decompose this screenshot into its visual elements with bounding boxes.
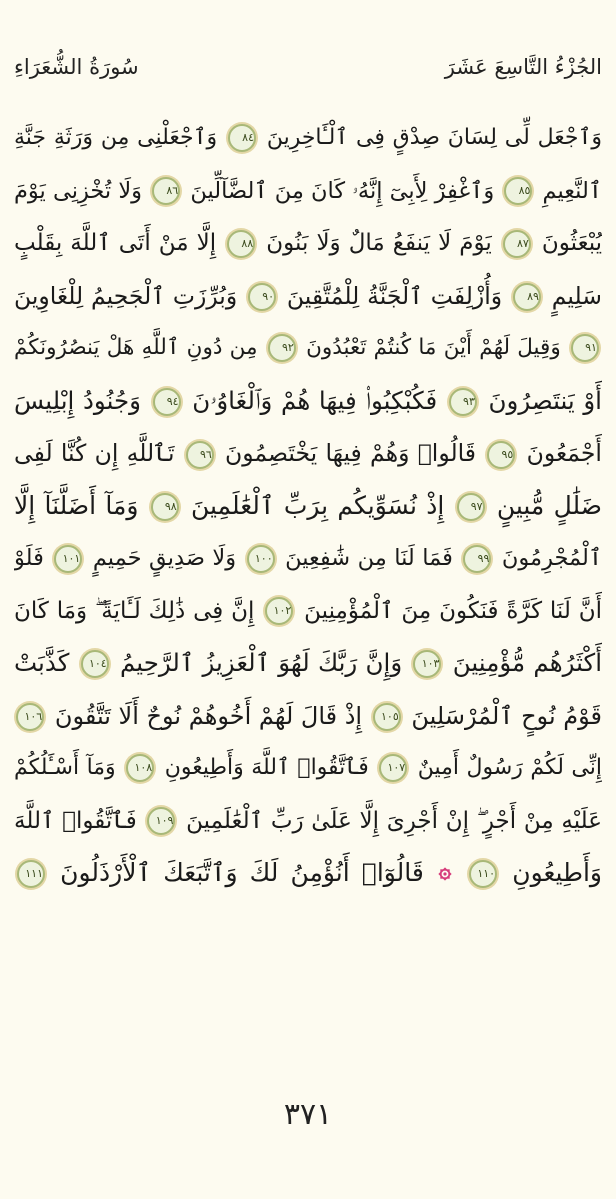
verse-text: أَكْثَرُهُم مُّؤْمِنِينَ: [452, 648, 602, 677]
verse-line: [14, 427, 602, 480]
verse-text: تَٱللَّهِ إِن كُنَّا لَفِى: [14, 439, 175, 467]
verse-text: إِنِّى لَكُمْ رَسُولٌ أَمِينٌ: [417, 755, 602, 780]
verse-line: [14, 585, 602, 638]
verse-line: [14, 742, 602, 795]
verse-number-marker: ١٠٦: [16, 703, 44, 731]
verse-number-marker: ١١١: [17, 860, 45, 888]
verse-number-marker: ١٠٥: [373, 703, 401, 731]
verse-number-marker: ١٠٠: [247, 545, 275, 573]
verse-text: وَٱغْفِرْ لِأَبِىٓ إِنَّهُۥ كَانَ مِنَ ٱلضَّآلِّينَ: [190, 177, 495, 204]
verse-text: فَٱتَّقُوا۟ ٱللَّهَ: [14, 807, 137, 834]
verse-text: إِذْ نُسَوِّيكُم بِرَبِّ ٱلْعَٰلَمِينَ: [190, 490, 445, 520]
page-number: ٣٧١: [283, 1097, 333, 1132]
verse-text: قَالُوا۟ وَهُمْ فِيهَا يَخْتَصِمُونَ: [225, 439, 477, 467]
verse-text: وَٱجْعَل لِّى لِسَانَ صِدْقٍ فِى ٱلْـَٔاخِرِينَ: [266, 125, 602, 150]
verse-number-marker: ١١٠: [469, 860, 497, 888]
verse-number-marker: ٨٦: [152, 177, 180, 205]
verse-text: ضَلَٰلٍ مُّبِينٍ: [496, 490, 602, 520]
verse-text: سَلِيمٍ: [551, 281, 602, 310]
verse-number-marker: ٩٣: [449, 388, 477, 416]
verse-number-marker: ٨٧: [503, 230, 531, 258]
verse-text: مِن دُونِ ٱللَّهِ هَلْ يَنصُرُونَكُمْ: [14, 335, 258, 360]
verse-text: وَلَا تُخْزِنِى يَوْمَ: [14, 177, 143, 204]
verse-text: عَلَيْهِ مِنْ أَجْرٍ ۖ إِنْ أَجْرِىَ إِلَّا عَلَىٰ رَبِّ ٱلْعَٰلَمِينَ: [186, 807, 602, 834]
verses-block: [14, 112, 602, 900]
verse-number-marker: ٩٢: [268, 334, 296, 362]
verse-line: [14, 690, 602, 743]
verse-line: [14, 480, 602, 533]
verse-text: ٱلْمُجْرِمُونَ: [501, 545, 602, 571]
verse-text: أَجْمَعُونَ: [526, 439, 602, 467]
verse-line: [14, 322, 602, 375]
verse-text: وَقِيلَ لَهُمْ أَيْنَ مَا كُنتُمْ تَعْبُدُونَ: [306, 335, 561, 360]
verse-number-marker: ١٠٧: [379, 754, 407, 782]
verse-number-marker: ٩٠: [248, 283, 276, 311]
verse-text: وَبُرِّزَتِ ٱلْجَحِيمُ لِلْغَاوِينَ: [14, 281, 238, 310]
verse-text: وَمَآ أَضَلَّنَآ إِلَّا: [14, 490, 139, 520]
verse-line: [14, 112, 602, 165]
verse-text: يَوْمَ لَا يَنفَعُ مَالٌ وَلَا بَنُونَ: [266, 230, 492, 256]
verse-text: إِلَّا مَنْ أَتَى ٱللَّهَ بِقَلْبٍ: [14, 230, 217, 256]
verse-number-marker: ١٠٨: [126, 754, 154, 782]
verse-line: [14, 217, 602, 270]
page-header: [14, 52, 602, 84]
verse-text: وَجُنُودُ إِبْلِيسَ: [14, 385, 141, 415]
verse-number-marker: ٩٧: [457, 493, 485, 521]
verse-number-marker: ٩٤: [153, 388, 181, 416]
verse-line: [14, 375, 602, 428]
rub-el-hizb-icon: [438, 867, 452, 881]
verse-text: قَالُوٓا۟ أَنُؤْمِنُ لَكَ وَٱتَّبَعَكَ ٱلْأَرْذَلُونَ: [60, 858, 424, 887]
verse-number-marker: ٨٥: [504, 177, 532, 205]
juz-label: الجُزْءُ التَّاسِعَ عَشَرَ: [444, 55, 602, 79]
verse-line: [14, 795, 602, 848]
verse-number-marker: ١٠٩: [147, 807, 175, 835]
verse-text: يُبْعَثُونَ: [541, 230, 602, 256]
verse-text: وَٱجْعَلْنِى مِن وَرَثَةِ جَنَّةِ: [14, 125, 218, 150]
verse-text: كَذَّبَتْ: [14, 648, 70, 677]
verse-text: فَٱتَّقُوا۟ ٱللَّهَ وَأَطِيعُونِ: [164, 755, 369, 780]
verse-text: وَمَآ أَسْـَٔلُكُمْ: [14, 755, 116, 780]
verse-number-marker: ١٠٤: [81, 650, 109, 678]
verse-line: [14, 532, 602, 585]
verse-number-marker: ١٠١: [54, 545, 82, 573]
verse-number-marker: ١٠٢: [265, 597, 293, 625]
verse-number-marker: ١٠٣: [413, 650, 441, 678]
verse-text: قَوْمُ نُوحٍ ٱلْمُرْسَلِينَ: [411, 701, 602, 730]
verse-text: إِذْ قَالَ لَهُمْ أَخُوهُمْ نُوحٌ أَلَا تَتَّقُونَ: [54, 701, 363, 730]
verse-number-marker: ٨٩: [513, 283, 541, 311]
verse-line: [14, 165, 602, 218]
verse-text: إِنَّ فِى ذَٰلِكَ لَـَٔايَةً ۖ وَمَا كَانَ: [14, 597, 255, 624]
verse-line: [14, 270, 602, 323]
verse-number-marker: ٩٦: [186, 441, 214, 469]
verse-text: أَنَّ لَنَا كَرَّةً فَنَكُونَ مِنَ ٱلْمُؤْمِنِينَ: [304, 597, 602, 624]
verse-text: وَإِنَّ رَبَّكَ لَهُوَ ٱلْعَزِيزُ ٱلرَّحِيمُ: [120, 648, 403, 677]
verse-text: وَلَا صَدِيقٍ حَمِيمٍ: [92, 545, 237, 571]
verse-line: [14, 637, 602, 690]
verse-line: [14, 847, 602, 900]
verse-text: أَوْ يَنتَصِرُونَ: [488, 385, 602, 415]
verse-text: ٱلنَّعِيمِ: [542, 177, 602, 204]
verse-text: فَلَوْ: [14, 545, 44, 571]
verse-text: وَأُزْلِفَتِ ٱلْجَنَّةُ لِلْمُتَّقِينَ: [286, 281, 503, 310]
verse-number-marker: ٩١: [571, 334, 599, 362]
verse-number-marker: ٩٥: [487, 441, 515, 469]
verse-number-marker: ٩٩: [463, 545, 491, 573]
verse-text: فَكُبْكِبُوا۟ فِيهَا هُمْ وَٱلْغَاوُۥنَ: [192, 385, 438, 415]
surah-label: سُورَةُ الشُّعَرَاءِ: [14, 55, 139, 79]
verse-number-marker: ٩٨: [151, 493, 179, 521]
verse-text: وَأَطِيعُونِ: [512, 858, 602, 887]
verse-number-marker: ٨٨: [227, 230, 255, 258]
verse-text: فَمَا لَنَا مِن شَٰفِعِينَ: [285, 545, 453, 571]
verse-number-marker: ٨٤: [228, 124, 256, 152]
